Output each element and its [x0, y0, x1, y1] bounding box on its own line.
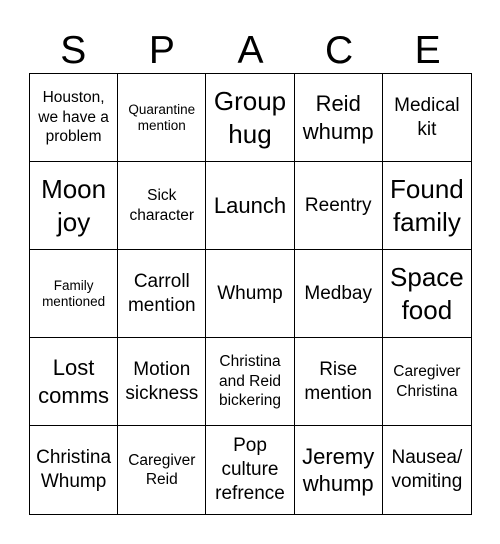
bingo-cell[interactable]: Whump	[206, 250, 294, 338]
bingo-cell[interactable]: Space food	[383, 250, 471, 338]
bingo-cell[interactable]: Reentry	[295, 162, 383, 250]
bingo-cell[interactable]: Jeremy whump	[295, 426, 383, 514]
header-letter-p: P	[148, 29, 175, 72]
bingo-cell[interactable]: Found family	[383, 162, 471, 250]
bingo-cell[interactable]: Christina Whump	[30, 426, 118, 514]
bingo-cell[interactable]: Launch	[206, 162, 294, 250]
bingo-cell[interactable]: Nausea/ vomiting	[391, 447, 463, 492]
bingo-cell[interactable]: Houston, we have a problem	[30, 74, 118, 162]
bingo-board	[29, 73, 472, 515]
bingo-cell[interactable]: Carroll mention	[118, 250, 206, 338]
header-letter-a: A	[237, 29, 264, 72]
header-letter-s: S	[60, 29, 87, 72]
bingo-cell[interactable]: Group hug	[206, 74, 294, 162]
bingo-cell[interactable]: Family mentioned	[30, 250, 118, 338]
bingo-cell[interactable]: Sick character	[118, 162, 206, 250]
header-letter-c: C	[324, 29, 354, 72]
bingo-cell[interactable]: Reid whump	[295, 74, 383, 162]
bingo-header	[29, 28, 472, 74]
bingo-cell[interactable]: Medical kit	[383, 74, 471, 162]
bingo-cell[interactable]: Quarantine mention	[118, 74, 206, 162]
header-letter-e: E	[414, 29, 441, 72]
bingo-cell[interactable]: Caregiver Reid	[118, 426, 206, 514]
bingo-cell[interactable]: Rise mention	[295, 338, 383, 426]
bingo-cell[interactable]: Moon joy	[30, 162, 118, 250]
bingo-cell[interactable]: Motion sickness	[118, 338, 206, 426]
bingo-cell[interactable]: Lost comms	[30, 338, 118, 426]
bingo-cell[interactable]: Caregiver Christina	[383, 338, 471, 426]
bingo-cell[interactable]: Pop culture refrence	[206, 426, 294, 514]
bingo-cell[interactable]: Medbay	[295, 250, 383, 338]
bingo-cell[interactable]: Christina and Reid bickering	[206, 338, 294, 426]
